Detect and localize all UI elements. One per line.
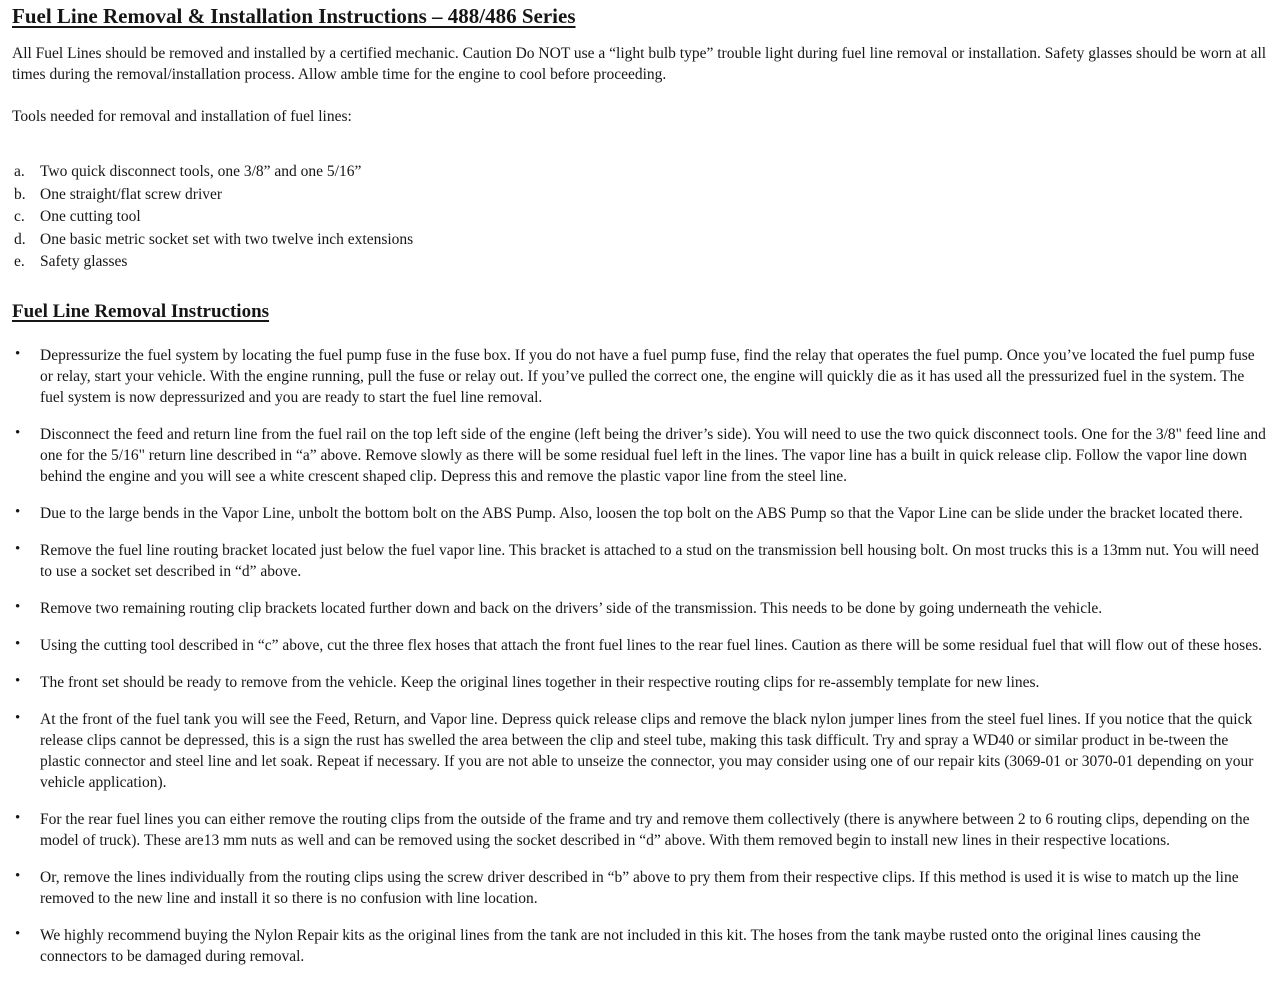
step-text: Remove the fuel line routing bracket located just below the fuel vapor line. This bracket is attached to a stud on the transmission bell housing bolt. On most trucks this is a 13mm nut. You will need to use a socket set described in “d” above.: [40, 542, 1259, 580]
page-title: Fuel Line Removal & Installation Instructions – 488/486 Series: [12, 4, 576, 28]
step-item: [12, 345, 1267, 408]
step-text: We highly recommend buying the Nylon Repair kits as the original lines from the tank are not included in this kit. The hoses from the tank maybe rusted onto the original lines causing the connectors to be damaged during removal.: [40, 927, 1201, 965]
step-item: [12, 867, 1267, 909]
tool-item: [12, 161, 1267, 182]
tool-item: [12, 184, 1267, 205]
step-item: [12, 540, 1267, 582]
tool-marker: d.: [14, 230, 26, 248]
tools-intro: Tools needed for removal and installation of fuel lines:: [12, 108, 352, 125]
step-item: [12, 598, 1267, 619]
step-text: Remove two remaining routing clip brackets located further down and back on the drivers’ side of the transmission. This needs to be done by going underneath the vehicle.: [40, 600, 1103, 617]
step-item: [12, 809, 1267, 851]
tool-text: One cutting tool: [40, 208, 141, 225]
step-item: [12, 925, 1267, 967]
step-item: [12, 709, 1267, 793]
bullet-icon: •: [15, 599, 21, 615]
step-text: Depressurize the fuel system by locating the fuel pump fuse in the fuse box. If you do not have a fuel pump fuse, find the relay that operates the fuel pump. Once you’ve located the fuel pump fuse or relay, start your vehicle. With the engine running, pull the fuse or relay out. If you’ve pulled the correct one, the engine will quickly die as it has used all the pressurized fuel in the system. The fuel system is now depressurized and you are ready to start the fuel line removal.: [40, 347, 1255, 406]
tool-list: [12, 161, 1267, 272]
step-text: The front set should be ready to remove from the vehicle. Keep the original lines together in their respective routing clips for re-assembly template for new lines.: [40, 674, 1040, 691]
section-title: Fuel Line Removal Instructions: [12, 301, 270, 322]
tool-text: One straight/flat screw driver: [40, 185, 223, 203]
bullet-icon: •: [15, 926, 21, 942]
tool-marker: b.: [14, 185, 26, 203]
tool-marker: c.: [14, 208, 25, 225]
tool-item: [12, 206, 1267, 227]
bullet-icon: •: [15, 810, 21, 826]
tool-marker: a.: [14, 163, 25, 180]
step-item: [12, 672, 1267, 693]
tool-item: [12, 251, 1267, 272]
bullet-icon: •: [15, 673, 21, 689]
bullet-icon: •: [15, 636, 21, 652]
step-item: [12, 424, 1267, 487]
step-text: At the front of the fuel tank you will see the Feed, Return, and Vapor line. Depress quick release clips and remove the black nylon jumper lines from the steel fuel lines. If you notice that the quick release clips cannot be depressed, this is a sign the rust has swelled the area between the clip and steel tube, making this task difficult. Try and spray a WD40 or similar product in be-tween the plastic connector and steel line and let soak. Repeat if necessary. If you are not able to unseize the connector, you may consider using one of our repair kits (3069-01 or 3070-01 depending on your vehicle application).: [40, 711, 1254, 791]
intro-paragraph: All Fuel Lines should be removed and installed by a certified mechanic. Caution Do NOT use a “light bulb type” trouble light during fuel line removal or installation. Safety glasses should be worn at all times during the removal/installation process. Allow amble time for the engine to cool before proceeding.: [12, 45, 1267, 83]
bullet-icon: •: [15, 868, 21, 884]
bullet-icon: •: [15, 541, 21, 557]
step-item: [12, 635, 1267, 656]
step-list: [12, 345, 1267, 967]
step-text: Due to the large bends in the Vapor Line, unbolt the bottom bolt on the ABS Pump. Also, loosen the top bolt on the ABS Pump so that the Vapor Line can be slide under the bracket located there.: [40, 505, 1243, 522]
bullet-icon: •: [15, 425, 21, 441]
step-item: [12, 503, 1267, 524]
bullet-icon: •: [15, 710, 21, 726]
tool-text: One basic metric socket set with two twelve inch extensions: [40, 230, 414, 248]
tool-marker: e.: [14, 253, 25, 270]
tool-text: Safety glasses: [40, 253, 128, 270]
bullet-icon: •: [15, 504, 21, 520]
tool-item: [12, 229, 1267, 250]
step-text: Using the cutting tool described in “c” above, cut the three flex hoses that attach the front fuel lines to the rear fuel lines. Caution as there will be some residual fuel that will flow out of these hoses.: [40, 637, 1262, 654]
step-text: Or, remove the lines individually from the routing clips using the screw driver described in “b” above to pry them from their respective clips. If this method is used it is wise to match up the line removed to the new line and install it so there is no confusion with line location.: [40, 869, 1239, 907]
bullet-icon: •: [15, 346, 21, 362]
tool-text: Two quick disconnect tools, one 3/8” and one 5/16”: [40, 163, 362, 180]
step-text: For the rear fuel lines you can either remove the routing clips from the outside of the frame and try and remove them collectively (there is anywhere between 2 to 6 routing clips, depending on the model of truck). These are13 mm nuts as well and can be removed using the socket described in “d” above. With them removed begin to install new lines in their respective locations.: [40, 811, 1250, 849]
step-text: Disconnect the feed and return line from the fuel rail on the top left side of the engine (left being the driver’s side). You will need to use the two quick disconnect tools. One for the 3/8" feed line and one for the 5/16" return line described in “a” above. Remove slowly as there will be some residual fuel left in the lines. The vapor line has a built in quick release clip. Follow the vapor line down behind the engine and you will see a white crescent shaped clip. Depress this and remove the plastic vapor line from the steel line.: [40, 426, 1266, 485]
